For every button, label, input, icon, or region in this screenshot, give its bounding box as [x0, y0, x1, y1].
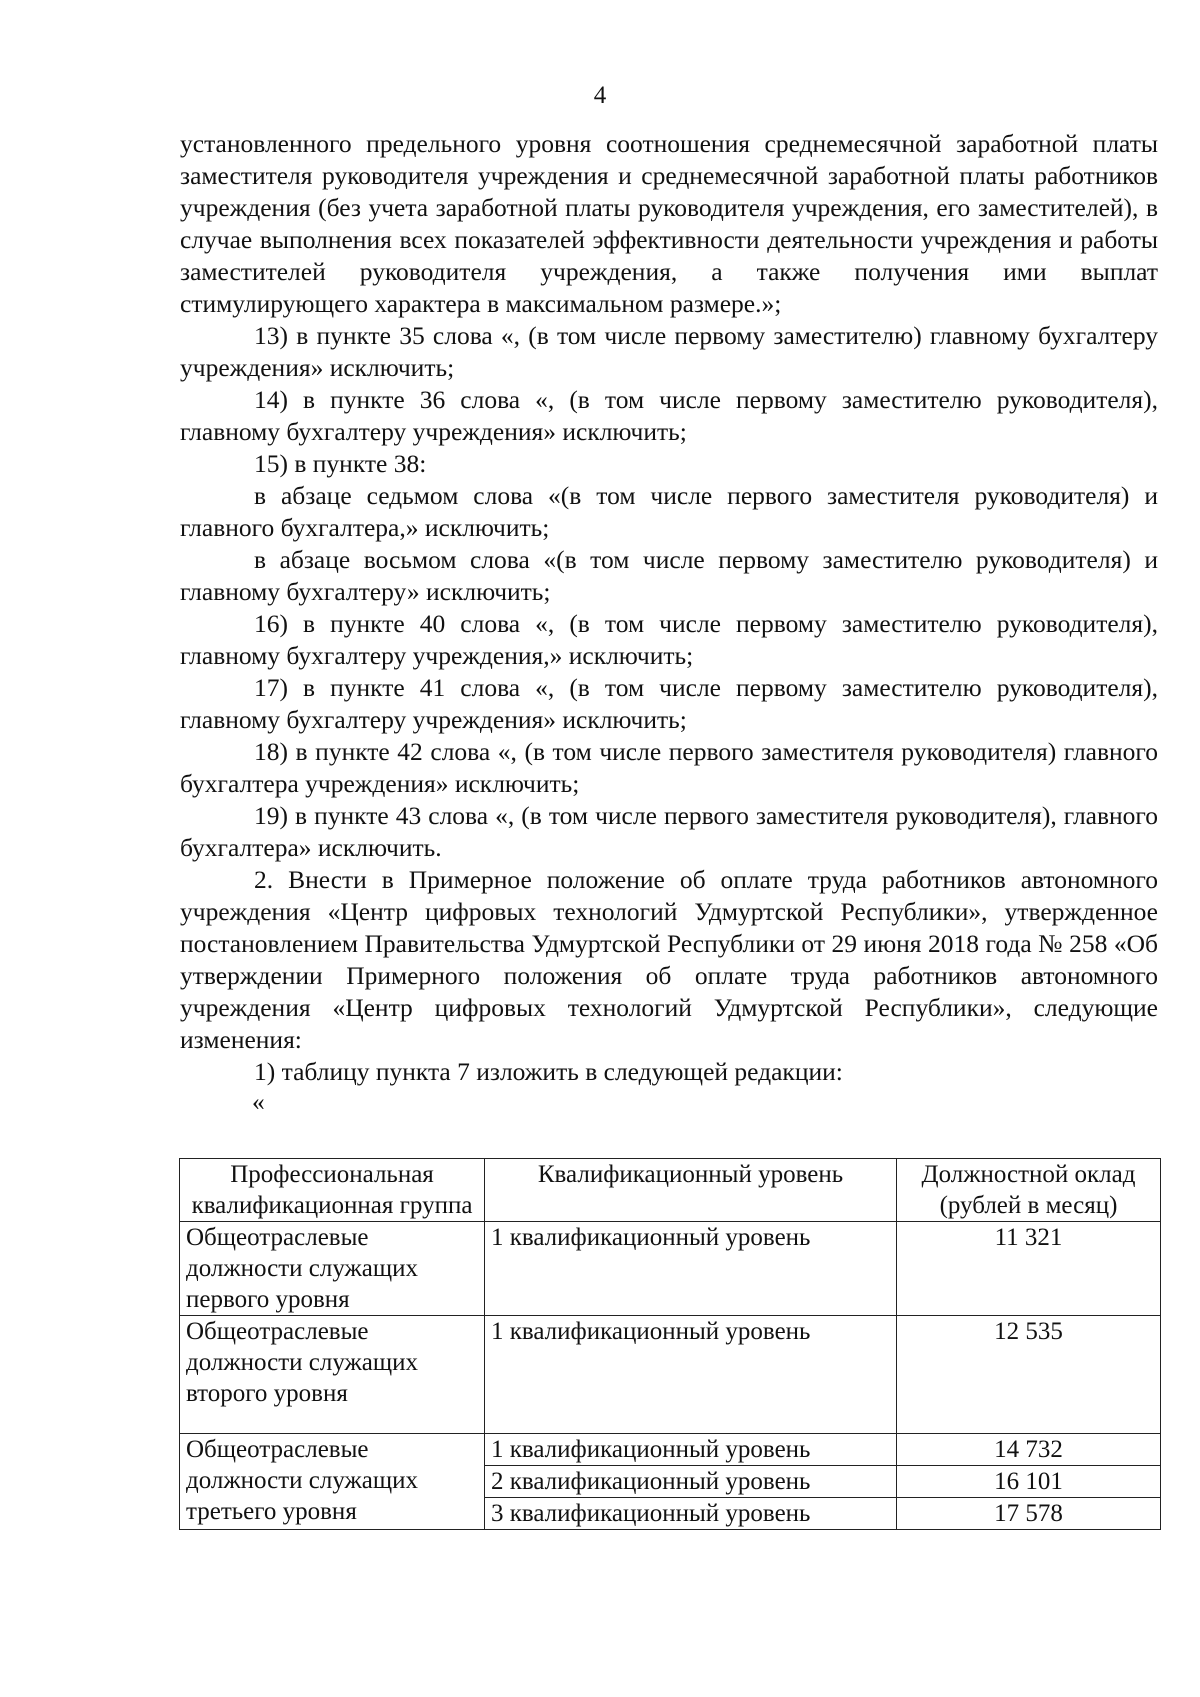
level-cell: 2 квалификационный уровень [485, 1466, 897, 1498]
page-number: 4 [593, 82, 607, 109]
group-cell: Общеотраслевые должности служащих третьего уровня [180, 1434, 485, 1530]
body-text [180, 128, 1158, 1116]
paragraph: 13) в пункте 35 слова «, (в том числе первому заместителю) главному бухгалтеру учреждения» исключить; [180, 321, 1158, 382]
level-cell: 1 квалификационный уровень [485, 1222, 897, 1316]
paragraph: 14) в пункте 36 слова «, (в том числе первому заместителю руководителя), главному бухгалтеру учреждения» исключить; [180, 385, 1158, 446]
salary-cell: 11 321 [897, 1222, 1161, 1316]
salary-cell: 14 732 [897, 1434, 1161, 1466]
paragraph: установленного предельного уровня соотношения среднемесячной заработной платы заместителя руководителя учреждения и среднемесячной заработной платы работников учреждения (без учета заработной платы руководителя учреждения, его заместителей), в случае выполнения всех показателей эффективности деятельности учреждения и работы заместителей руководителя учреждения, а также получения ими выплат стимулирующего характера в максимальном размере.»; [180, 129, 1158, 318]
group-cell: Общеотраслевые должности служащих первого уровня [180, 1222, 485, 1316]
level-cell: 3 квалификационный уровень [485, 1498, 897, 1530]
table-row [180, 1434, 1161, 1466]
paragraph: 16) в пункте 40 слова «, (в том числе первому заместителю руководителя), главному бухгалтеру учреждения,» исключить; [180, 609, 1158, 670]
table-row [180, 1316, 1161, 1434]
salary-cell: 16 101 [897, 1466, 1161, 1498]
salary-cell: 12 535 [897, 1316, 1161, 1434]
paragraph: в абзаце восьмом слова «(в том числе первому заместителю руководителя) и главному бухгалтеру» исключить; [180, 545, 1158, 606]
paragraph: 18) в пункте 42 слова «, (в том числе первого заместителя руководителя) главного бухгалтера учреждения» исключить; [180, 737, 1158, 798]
table-header-row [180, 1159, 1161, 1222]
salary-table [179, 1158, 1161, 1530]
paragraph: 15) в пункте 38: [254, 449, 427, 478]
paragraph: 19) в пункте 43 слова «, (в том числе первого заместителя руководителя), главного бухгалтера» исключить. [180, 801, 1158, 862]
paragraph: 1) таблицу пункта 7 изложить в следующей редакции: [254, 1057, 843, 1086]
level-cell: 1 квалификационный уровень [485, 1316, 897, 1434]
level-cell: 1 квалификационный уровень [485, 1434, 897, 1466]
header-salary: Должностной оклад (рублей в месяц) [897, 1159, 1161, 1222]
paragraph: 17) в пункте 41 слова «, (в том числе первому заместителю руководителя), главному бухгалтеру учреждения» исключить; [180, 673, 1158, 734]
opening-quote: « [252, 1087, 265, 1116]
table-row [180, 1222, 1161, 1316]
group-cell: Общеотраслевые должности служащих второго уровня [180, 1316, 485, 1434]
header-group: Профессиональная квалификационная группа [180, 1159, 485, 1222]
paragraph: 2. Внести в Примерное положение об оплате труда работников автономного учреждения «Центр цифровых технологий Удмуртской Республики», утвержденное постановлением Правительства Удмуртской Республики от 29 июня 2018 года № 258 «Об утверждении Примерного положения об оплате труда работников автономного учреждения «Центр цифровых технологий Удмуртской Республики», следующие изменения: [180, 865, 1158, 1054]
paragraph: в абзаце седьмом слова «(в том числе первого заместителя руководителя) и главного бухгалтера,» исключить; [180, 481, 1158, 542]
header-level: Квалификационный уровень [485, 1159, 897, 1222]
salary-cell: 17 578 [897, 1498, 1161, 1530]
